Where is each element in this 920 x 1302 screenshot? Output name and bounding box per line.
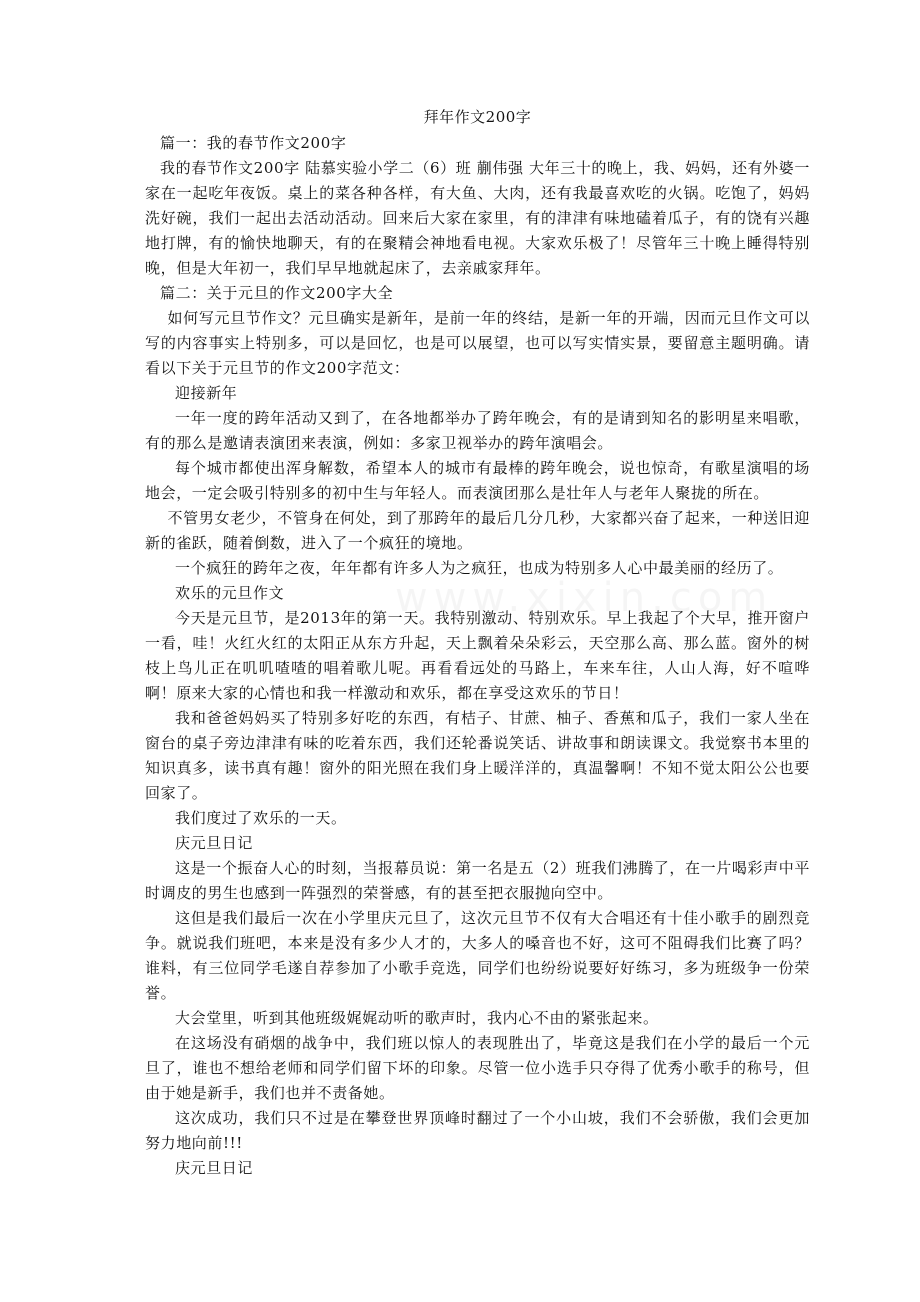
subheading: 庆元旦日记 <box>175 834 254 852</box>
paragraph: 我和爸爸妈妈买了特别多好吃的东西，有桔子、甘蔗、柚子、香蕉和瓜子，我们一家人坐在窗台的桌子旁边津津有味的吃着东西，我们还轮番说笑话、讲故事和朗读课文。我觉察书本里的知识真多，读书真有趣！窗外的阳光照在我们身上暖洋洋的，真温馨啊！不知不觉太阳公公也要回家了。 <box>145 709 810 802</box>
paragraph: 我的春节作文200字 陆慕实验小学二（6）班 蒯伟强 大年三十的晚上，我、妈妈，还有外婆一家在一起吃年夜饭。桌上的菜各种各样，有大鱼、大肉，还有我最喜欢吃的火锅。吃饱了，妈妈洗好碗，我们一起出去活动活动。回来后大家在家里，有的津津有味地磕着瓜子，有的饶有兴趣地打牌，有的愉快地聊天，有的在聚精会神地看电视。大家欢乐极了！尽管年三十晚上睡得特别晚，但是大年初一，我们早早地就起床了，去亲戚家拜年。 <box>145 159 810 277</box>
paragraph: 一个疯狂的跨年之夜，年年都有许多人为之疯狂，也成为特别多人心中最美丽的经历了。 <box>175 559 784 577</box>
section-heading: 篇二：关于元旦的作文200字大全 <box>160 284 394 302</box>
paragraph: 我们度过了欢乐的一天。 <box>175 809 347 827</box>
paragraph: 每个城市都使出浑身解数，希望本人的城市有最棒的跨年晚会，说也惊奇，有歌星演唱的场地会，一定会吸引特别多的初中生与年轻人。而表演团那么是壮年人与老年人聚拢的所在。 <box>145 459 810 502</box>
subheading: 庆元旦日记 <box>175 1159 254 1177</box>
paragraph: 不管男女老少，不管身在何处，到了那跨年的最后几分几秒，大家都兴奋了起来，一种送旧迎新的雀跃，随着倒数，进入了一个疯狂的境地。 <box>145 509 810 552</box>
paragraph: 这是一个振奋人心的时刻，当报幕员说：第一名是五（2）班我们沸腾了，在一片喝彩声中平时调皮的男生也感到一阵强烈的荣誉感，有的甚至把衣服抛向空中。 <box>145 859 810 902</box>
paragraph: 在这场没有硝烟的战争中，我们班以惊人的表现胜出了，毕竟这是我们在小学的最后一个元旦了，谁也不想给老师和同学们留下坏的印象。尽管一位小选手只夺得了优秀小歌手的称号，但由于她是新手，我们也并不责备她。 <box>145 1034 810 1102</box>
document-body <box>145 105 810 1181</box>
paragraph: 如何写元旦节作文？元旦确实是新年，是前一年的终结，是新一年的开端，因而元旦作文可以写的内容事实上特别多，可以是回忆，也是可以展望，也可以写实情实景，要留意主题明确。请看以下关于元旦节的作文200字范文： <box>145 309 810 377</box>
section-heading: 篇一：我的春节作文200字 <box>160 134 347 152</box>
paragraph: 大会堂里，听到其他班级娓娓动听的歌声时，我内心不由的紧张起来。 <box>175 1009 659 1027</box>
paragraph: 这但是我们最后一次在小学里庆元旦了，这次元旦节不仅有大合唱还有十佳小歌手的剧烈竞争。就说我们班吧，本来是没有多少人才的，大多人的嗓音也不好，这可不阻碍我们比赛了吗？谁料，有三位同学毛遂自荐参加了小歌手竞选，同学们也纷纷说要好好练习，多为班级争一份荣誉。 <box>145 909 810 1002</box>
paragraph: 今天是元旦节，是2013年的第一天。我特别激动、特别欢乐。早上我起了个大早，推开窗户一看，哇！火红火红的太阳正从东方升起，天上飘着朵朵彩云，天空那么高、那么蓝。窗外的树枝上鸟儿正在叽叽喳喳的唱着歌儿呢。再看看远处的马路上，车来车往，人山人海，好不喧哗啊！原来大家的心情也和我一样激动和欢乐，都在享受这欢乐的节日！ <box>145 609 810 702</box>
subheading: 迎接新年 <box>175 384 238 402</box>
document-title: 拜年作文200字 <box>423 108 532 126</box>
subheading: 欢乐的元旦作文 <box>175 584 285 602</box>
paragraph: 这次成功，我们只不过是在攀登世界顶峰时翻过了一个小山坡，我们不会骄傲，我们会更加努力地向前!!! <box>145 1109 810 1152</box>
paragraph: 一年一度的跨年活动又到了，在各地都举办了跨年晚会，有的是请到知名的影明星来唱歌，有的那么是邀请表演团来表演，例如：多家卫视举办的跨年演唱会。 <box>145 409 810 452</box>
